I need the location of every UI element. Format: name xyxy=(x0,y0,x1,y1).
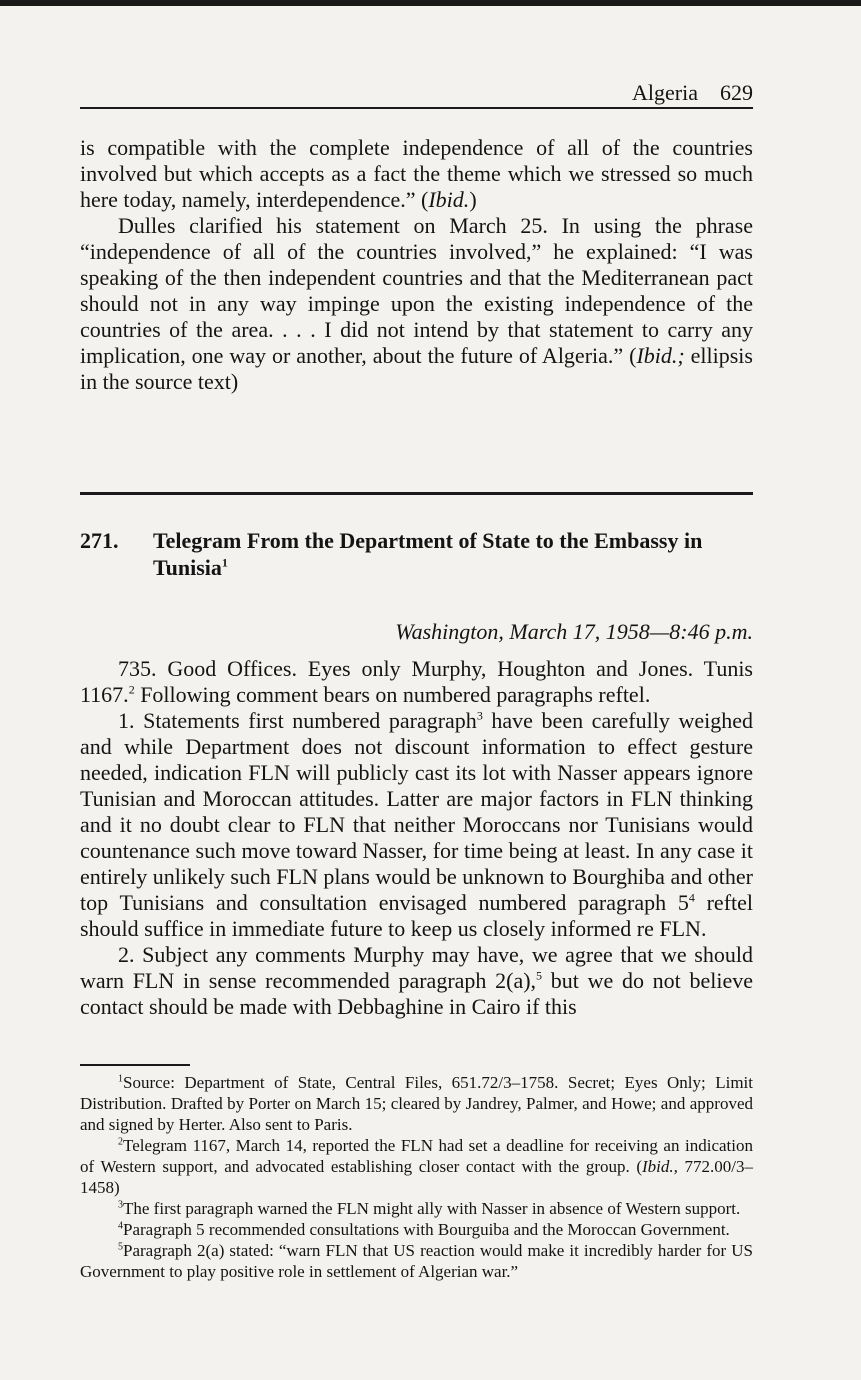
footnote-5 xyxy=(80,1240,753,1282)
text-run: Following comment bears on numbered paragraphs reftel. xyxy=(134,682,651,707)
continuation-paragraph-1 xyxy=(80,135,753,213)
footnote-1 xyxy=(80,1072,753,1135)
footnote-text: 772.00/3–1458) xyxy=(80,1157,753,1197)
italic-ibid: Ibid., xyxy=(642,1157,678,1176)
footnote-text: Paragraph 5 recommended consultations with Bourguiba and the Moroccan Government. xyxy=(123,1220,730,1239)
italic-ibid: Ibid. xyxy=(428,187,470,212)
document-title xyxy=(153,527,753,581)
footnote-text: The first paragraph warned the FLN might ally with Nasser in absence of Western support. xyxy=(123,1199,741,1218)
page-top-edge xyxy=(0,0,861,6)
footnote-mark: 1 xyxy=(118,1073,123,1085)
footnote-3 xyxy=(80,1198,753,1219)
footnote-mark: 3 xyxy=(118,1199,123,1211)
header-rule xyxy=(80,107,753,109)
footnote-ref: 2 xyxy=(128,682,135,697)
document-heading xyxy=(80,527,753,581)
text-run: have been carefully weighed and while Department does not discount information to effect gesture needed, indication FLN will publicly cast its lot with Nasser appears ignore Tunisian and Moroccan attitudes. Latter are major factors in FLN thinking and it no doubt clear to FLN that neither Moroccans nor Tunisians would countenance such move toward Nasser, for time being at least. In any case it entirely unlikely such FLN plans would be unknown to Bourghiba and other top Tunisians and consultation envisaged numbered paragraph 5 xyxy=(80,708,753,915)
text-run: 2. Subject any comments Murphy may have, we agree that we should warn FLN in sense recommended paragraph 2(a), xyxy=(80,942,753,993)
footnotes xyxy=(80,1072,753,1282)
document-number: 271. xyxy=(80,528,119,553)
text-run: reftel should suffice in immediate future to keep us closely informed re FLN. xyxy=(80,890,754,941)
footnote-ref: 5 xyxy=(536,968,543,983)
footnote-text: Telegram 1167, March 14, reported the FLN had set a deadline for receiving an indication of Western support, and advocated establishing closer contact with the group. ( xyxy=(80,1136,753,1176)
running-title: Algeria xyxy=(632,80,698,105)
text-run: but we do not believe contact should be made with Debbaghine in Cairo if this xyxy=(80,968,753,1019)
text-run: ) xyxy=(469,187,477,212)
footnote-text: Paragraph 2(a) stated: “warn FLN that US reaction would make it incredibly harder for US Government to play positive role in settlement of Algerian war.” xyxy=(80,1241,753,1281)
footnote-ref: 1 xyxy=(221,555,228,570)
italic-ibid: Ibid.; xyxy=(636,343,685,368)
footnote-rule xyxy=(80,1064,190,1066)
dateline: Washington, March 17, 1958—8:46 p.m. xyxy=(395,619,753,644)
footnote-text: Source: Department of State, Central Files, 651.72/3–1758. Secret; Eyes Only; Limit Distribution. Drafted by Porter on March 15; cleared by Jandrey, Palmer, and Howe; and approved and signed by Herter. Also sent to Paris. xyxy=(80,1073,753,1134)
text-run: ellipsis in the source text) xyxy=(80,343,753,394)
text-run: 1. Statements first numbered paragraph xyxy=(118,708,477,733)
footnote-mark: 5 xyxy=(118,1241,123,1253)
telegram-paragraph-1 xyxy=(80,708,753,942)
telegram-paragraph-intro xyxy=(80,656,753,708)
section-separator-rule xyxy=(80,492,753,495)
footnote-ref: 4 xyxy=(688,890,695,905)
footnote-ref: 3 xyxy=(476,708,483,723)
footnote-mark: 2 xyxy=(118,1136,123,1148)
continuation-paragraph-2 xyxy=(80,213,753,395)
continuation-text xyxy=(80,135,753,395)
footnote-4 xyxy=(80,1219,753,1240)
document-title-text: Telegram From the Department of State to the Embassy in Tunisia xyxy=(153,528,703,580)
running-head xyxy=(80,80,753,106)
text-run: is compatible with the complete independence of all of the countries involved but which accepts as a fact the theme which we stressed so much here today, namely, interdependence.” ( xyxy=(80,135,753,212)
footnote-mark: 4 xyxy=(118,1220,123,1232)
page-number: 629 xyxy=(720,80,753,105)
text-run: 735. Good Offices. Eyes only Murphy, Houghton and Jones. Tunis 1167. xyxy=(80,656,753,707)
footnote-2 xyxy=(80,1135,753,1198)
text-run: Dulles clarified his statement on March 25. In using the phrase “independence of all of the countries involved,” he explained: “I was speaking of the then independent countries and that the Mediterranean pact should not in any way impinge upon the existing independence of the countries of the area. . . . I did not intend by that statement to carry any implication, one way or another, about the future of Algeria.” ( xyxy=(80,213,753,368)
telegram-paragraph-2 xyxy=(80,942,753,1020)
telegram-body xyxy=(80,656,753,1020)
